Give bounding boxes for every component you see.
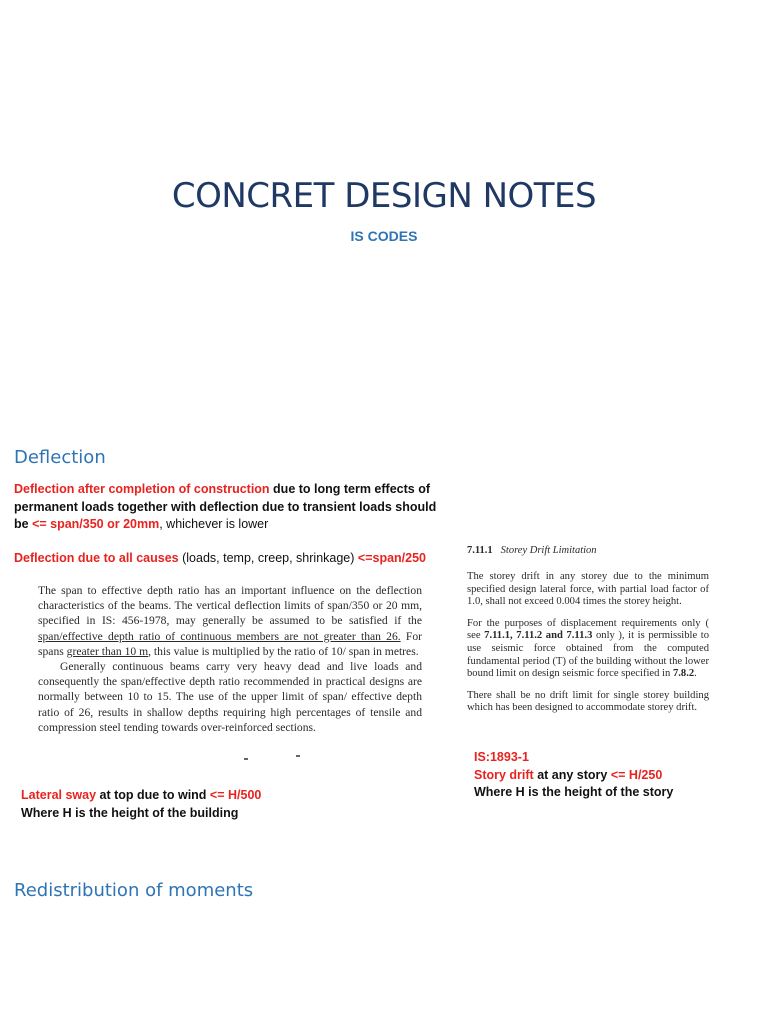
redistribution-heading: Redistribution of moments bbox=[14, 880, 254, 901]
deflection-paragraph-1 bbox=[14, 481, 438, 534]
lateral-sway-limit: <= H/500 bbox=[209, 788, 262, 802]
scanned-excerpt-span-depth bbox=[38, 583, 422, 735]
deflection-all-causes: Deflection due to all causes bbox=[14, 551, 179, 565]
clause-heading bbox=[467, 545, 597, 556]
scan-right-paragraph-2: For the purposes of displacement requirements only ( see 7.11.1, 7.11.2 and 7.11.3 only ), it is permissible to use seismic force obtained from the computed fundamental period (T) of the building without the lower bound limit on design seismic force specified in 7.8.2. bbox=[467, 617, 710, 680]
deflection-heading: Deflection bbox=[14, 447, 106, 468]
page-subtitle: IS CODES bbox=[350, 228, 418, 244]
scan-right-paragraph-3: There shall be no drift limit for single storey building which has been designed to accommodate storey drift. bbox=[467, 689, 709, 714]
scanned-excerpt-storey-drift bbox=[467, 571, 709, 724]
scan-speck bbox=[296, 755, 300, 757]
scan-right-paragraph-1: The storey drift in any storey due to the minimum specified design lateral force, with partial load factor of 1.0, shall not exceed 0.004 times the storey height. bbox=[467, 571, 709, 608]
clause-number: 7.11.1 bbox=[467, 545, 493, 556]
scan-left-paragraph-1: The span to effective depth ratio has an important influence on the deflection characteristics of the beams. The vertical deflection limits of span/350 or 20 mm, specified in IS: 456-1978, may generally be assumed to be satisfied if the span/effective depth ratio of continuous members are not greater than 26. For spans greater than 10 m, this value is multiplied by the ratio of 10/ span in metres. bbox=[38, 584, 422, 658]
deflection-limit-350: <= span/350 or 20mm bbox=[32, 517, 160, 531]
scan-speck bbox=[244, 758, 248, 760]
story-drift-note: IS:1893-1 Story drift at any story <= H/250 Where H is the height of the story bbox=[474, 749, 754, 802]
page-title: CONCRET DESIGN NOTES bbox=[171, 176, 597, 216]
lateral-sway-label: Lateral sway bbox=[21, 788, 97, 802]
story-drift-limit: <= H/250 bbox=[610, 767, 663, 782]
story-drift-definition: Where H is the height of the story bbox=[474, 785, 674, 799]
deflection-text-b: , whichever is lower bbox=[159, 517, 269, 531]
lateral-sway-definition: Where H is the height of the building bbox=[21, 805, 239, 820]
deflection-causes-list: (loads, temp, creep, shrinkage) bbox=[178, 551, 358, 565]
scan-left-paragraph-2: Generally continuous beams carry very heavy dead and live loads and consequently the span/effective depth ratio recommended in practical designs are normally between 10 to 15. The use of the upper limit of span/ effective depth ratio of 26, results in shallow depths requiring high percentages of tensile and compression steel tending towards over-reinforced sections. bbox=[38, 660, 422, 734]
deflection-paragraph-2 bbox=[14, 550, 454, 568]
deflection-text-a: due to long term effects of permanent loads together with deflection due to transient loads should be bbox=[14, 482, 437, 531]
deflection-limit-250: <=span/250 bbox=[357, 551, 426, 565]
deflection-after-construction: Deflection after completion of construction bbox=[14, 482, 270, 496]
is-code-ref: IS:1893-1 bbox=[474, 750, 529, 764]
lateral-sway-note: Lateral sway at top due to wind <= H/500 Where H is the height of the building bbox=[21, 787, 321, 822]
clause-title: Storey Drift Limitation bbox=[500, 545, 597, 556]
story-drift-label: Story drift bbox=[474, 767, 534, 782]
